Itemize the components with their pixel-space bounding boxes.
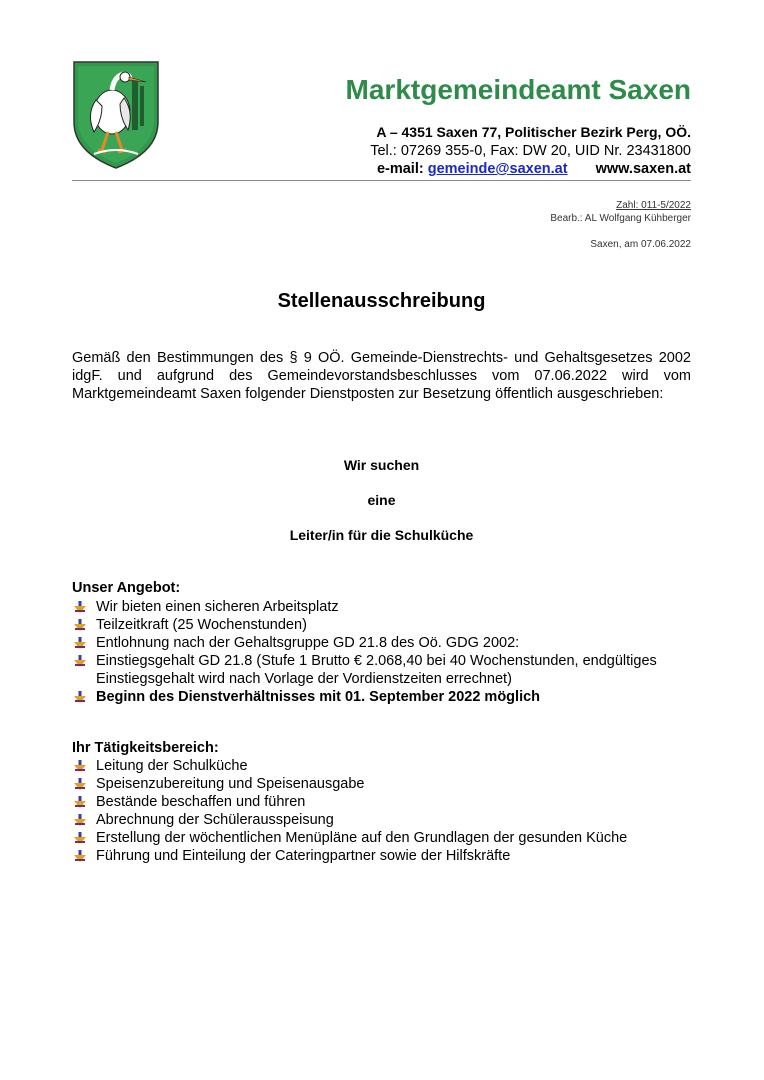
arrow-bullet-icon (74, 796, 86, 809)
intro-paragraph: Gemäß den Bestimmungen des § 9 OÖ. Gemeinde-Dienstrechts- und Gehaltsgesetzes 2002 idgF. und aufgrund des Gemeindevorstandsbeschlusses vom 07.06.2022 wird vom Marktgemeindeamt Saxen folgender Dienstposten zur Besetzung öffentlich ausgeschrieben: (72, 350, 691, 402)
header-divider (72, 180, 691, 181)
document-heading: Stellenausschreibung (277, 290, 486, 312)
email-label: e-mail: (376, 161, 424, 177)
arrow-bullet-icon (74, 655, 86, 668)
arrow-bullet-icon (74, 760, 86, 773)
list-item: Einstiegsgehalt GD 21.8 (Stufe 1 Brutto € 2.068,40 bei 40 Wochenstunden, endgültiges Einstiegsgehalt wird nach Vorlage der Vordienstzeiten errechnet) (72, 652, 691, 688)
search-line-1: Wir suchen (343, 457, 420, 473)
list-item: Abrechnung der Schülerausspeisung (72, 811, 691, 829)
list-item: Führung und Einteilung der Cateringpartner sowie der Hilfskräfte (72, 847, 691, 865)
position-title: Leiter/in für die Schulküche (289, 527, 474, 543)
arrow-bullet-icon (74, 637, 86, 650)
search-line-2: eine (367, 492, 396, 508)
tasks-list (72, 757, 691, 865)
list-item: Leitung der Schulküche (72, 757, 691, 775)
list-item: Erstellung der wöchentlichen Menüpläne auf den Grundlagen der gesunden Küche (72, 829, 691, 847)
arrow-bullet-icon (74, 778, 86, 791)
list-item: Speisenzubereitung und Speisenausgabe (72, 775, 691, 793)
document-date: Saxen, am 07.06.2022 (590, 239, 691, 250)
arrow-bullet-icon (74, 850, 86, 863)
list-item: Wir bieten einen sicheren Arbeitsplatz (72, 598, 691, 616)
list-item: Bestände beschaffen und führen (72, 793, 691, 811)
arrow-bullet-icon (74, 832, 86, 845)
offer-list (72, 598, 691, 706)
website-link[interactable]: www.saxen.at (595, 161, 691, 177)
arrow-bullet-icon (74, 601, 86, 614)
handler-name: Bearb.: AL Wolfgang Kühberger (550, 213, 691, 224)
arrow-bullet-icon (74, 691, 86, 704)
address-line-1: A – 4351 Saxen 77, Politischer Bezirk Perg, OÖ. (376, 124, 691, 140)
offer-section-title: Unser Angebot: (72, 580, 181, 596)
list-item: Beginn des Dienstverhältnisses mit 01. September 2022 möglich (72, 688, 691, 706)
list-item: Entlohnung nach der Gehaltsgruppe GD 21.8 des Oö. GDG 2002: (72, 634, 691, 652)
email-link[interactable]: gemeinde@saxen.at (427, 161, 568, 177)
arrow-bullet-icon (74, 814, 86, 827)
arrow-bullet-icon (74, 619, 86, 632)
list-item: Teilzeitkraft (25 Wochenstunden) (72, 616, 691, 634)
org-title: Marktgemeindeamt Saxen (345, 74, 691, 105)
contact-line (280, 161, 691, 177)
reference-number: Zahl: 011-5/2022 (616, 200, 691, 211)
tasks-section-title: Ihr Tätigkeitsbereich: (72, 740, 219, 756)
coat-of-arms-logo (72, 60, 160, 170)
address-line-2: Tel.: 07269 355-0, Fax: DW 20, UID Nr. 23431800 (370, 143, 691, 159)
